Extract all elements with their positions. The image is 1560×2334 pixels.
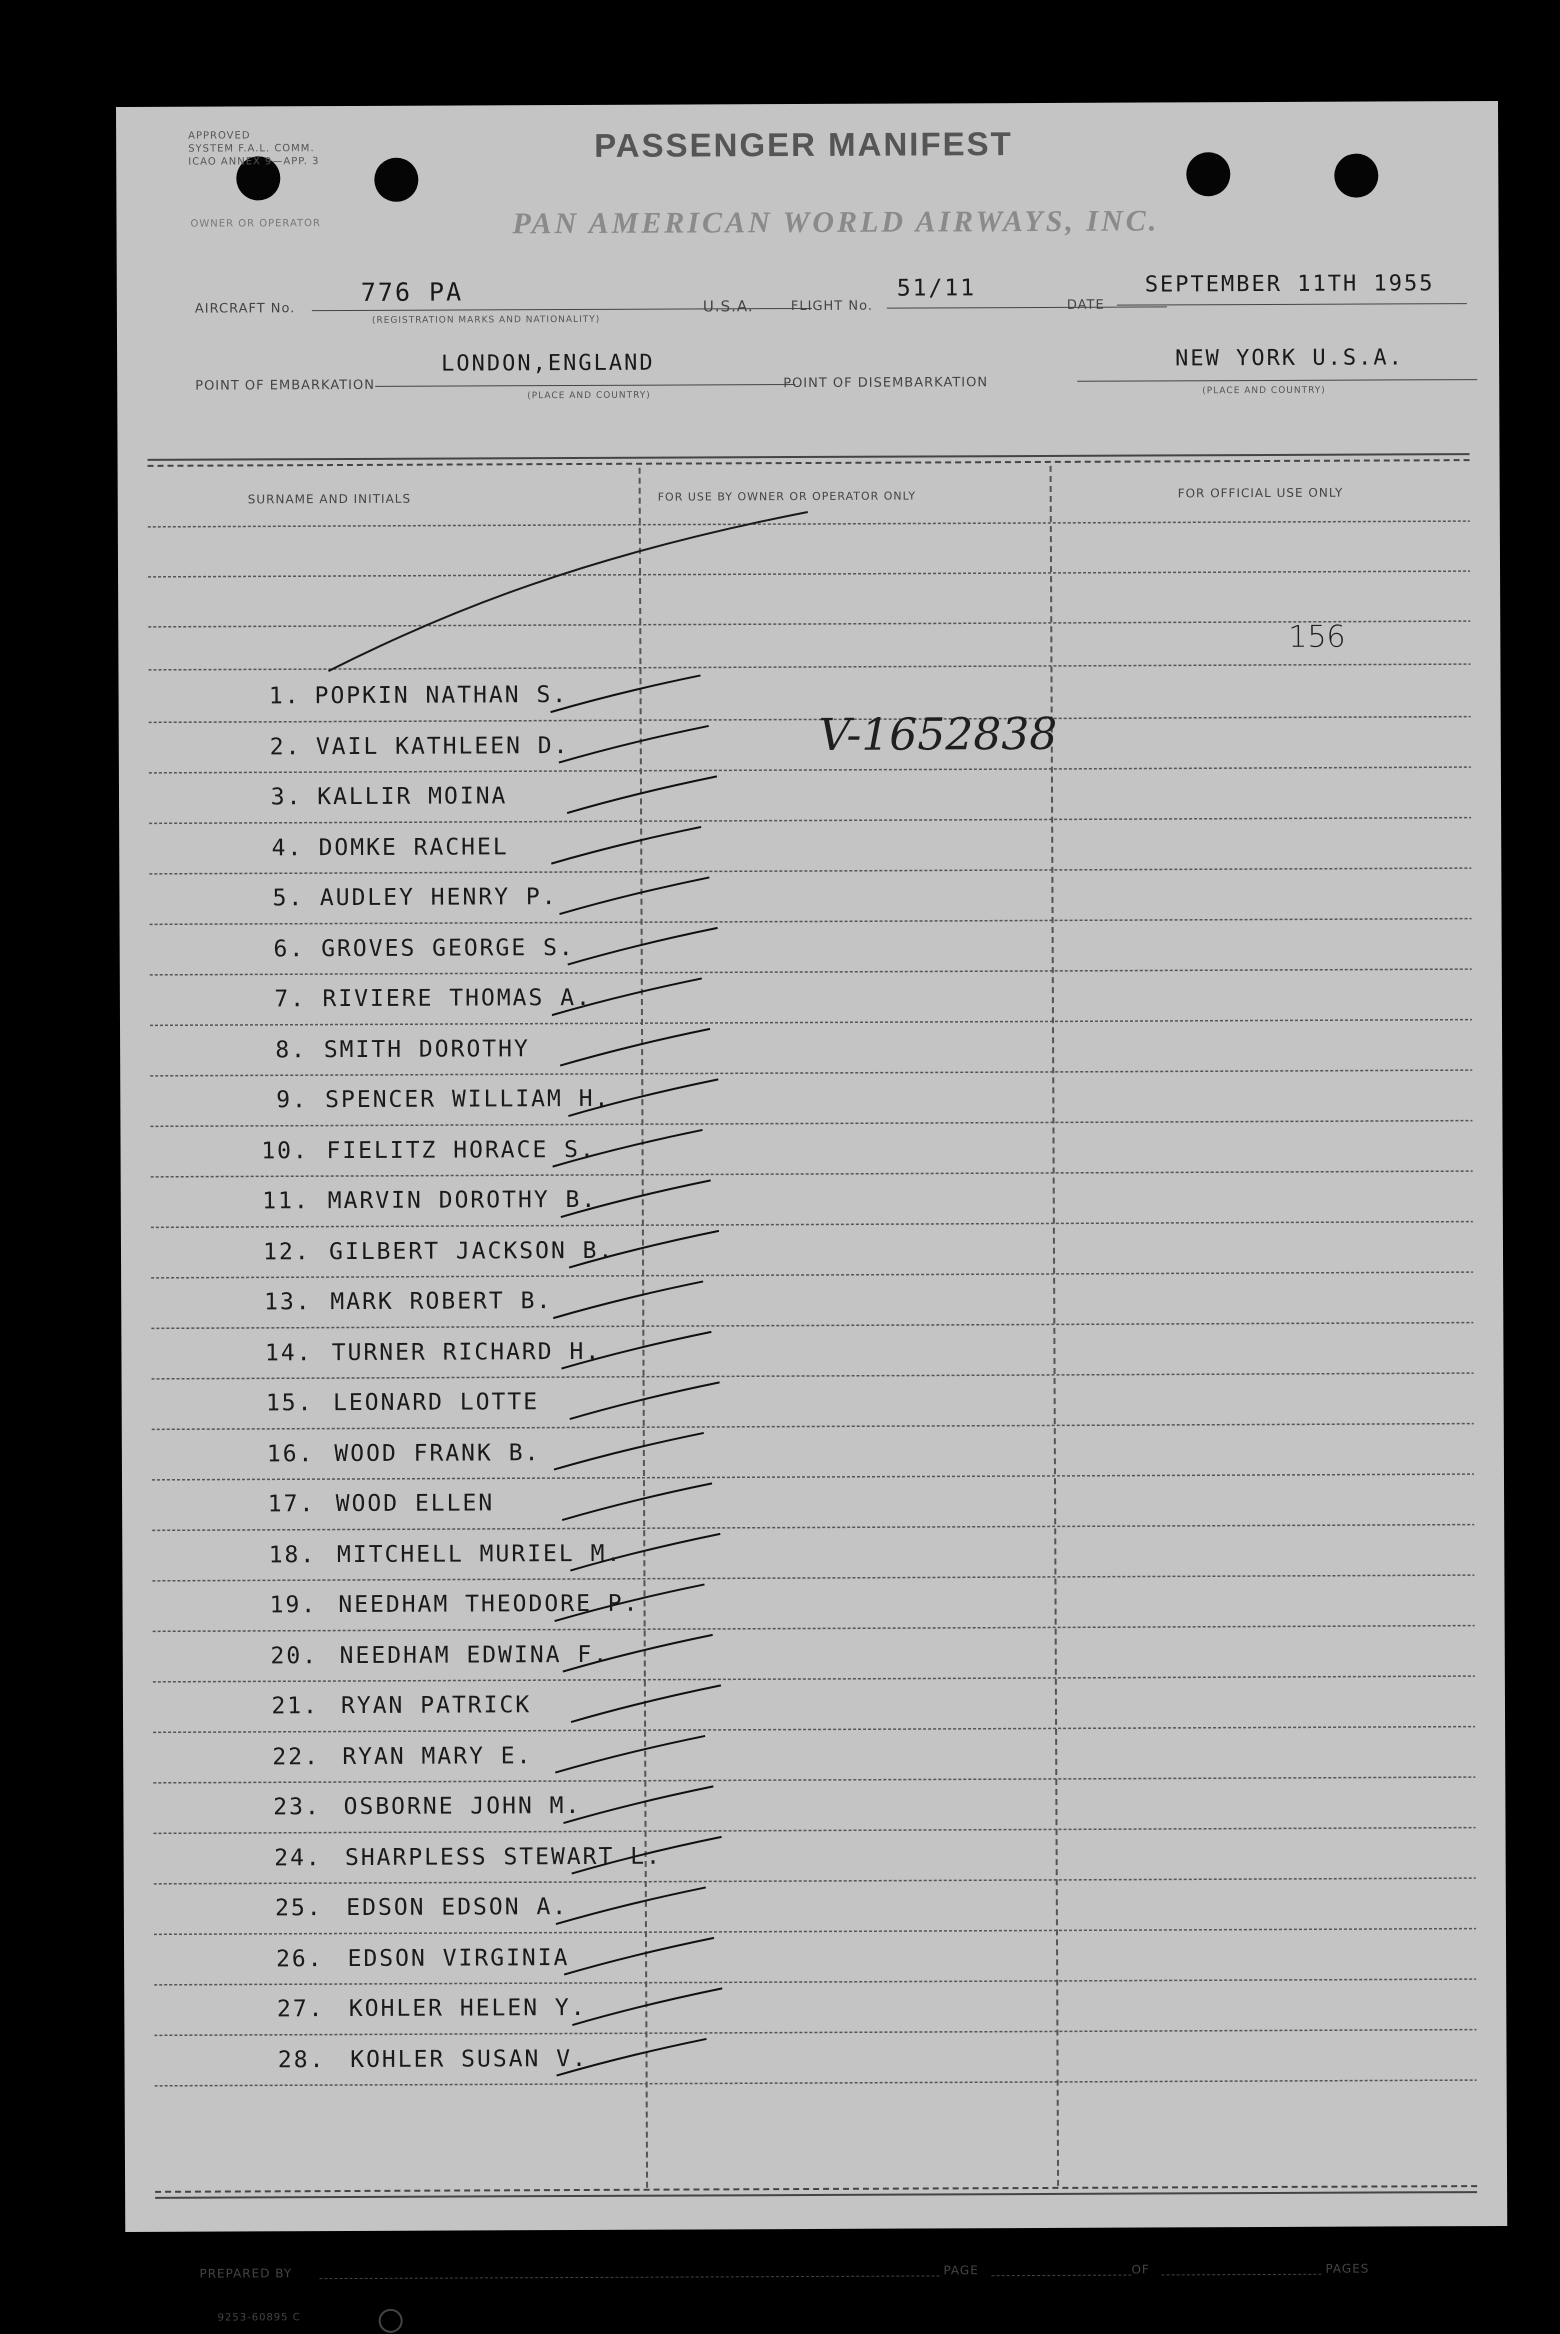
- approval-line: SYSTEM F.A.L. COMM.: [188, 143, 315, 155]
- passenger-row: [122, 1474, 1504, 1530]
- passenger-name: MARK ROBERT B.: [330, 1288, 553, 1316]
- form-number: 9253-60895 C: [217, 2312, 301, 2324]
- passenger-number: 2.: [269, 733, 302, 760]
- passenger-name: POPKIN NATHAN S.: [314, 682, 569, 710]
- passenger-row: [123, 1625, 1505, 1681]
- passenger-name: EDSON EDSON A.: [346, 1894, 569, 1922]
- passenger-name: MITCHELL MURIEL M.: [336, 1540, 623, 1568]
- passenger-number: 15.: [265, 1390, 314, 1417]
- passenger-name: SPENCER WILLIAM H.: [325, 1085, 611, 1114]
- passenger-name: MARVIN DOROTHY B.: [327, 1186, 598, 1215]
- passenger-number: 25.: [275, 1895, 323, 1922]
- passenger-row: [124, 1878, 1506, 1934]
- passenger-row: [123, 1676, 1505, 1732]
- passenger-name: GROVES GEORGE S.: [321, 934, 575, 962]
- manifest-sheet: [116, 101, 1507, 2324]
- passenger-row: [119, 817, 1501, 873]
- passenger-number: 26.: [275, 1945, 324, 1972]
- passenger-row: [122, 1423, 1504, 1479]
- prepared-by-label: PREPARED BY: [199, 2266, 293, 2281]
- passenger-number: 16.: [266, 1440, 315, 1467]
- passenger-name: EDSON VIRGINIA: [347, 1944, 570, 1972]
- disembarkation-value: NEW YORK U.S.A.: [1175, 345, 1404, 372]
- passenger-row: [119, 716, 1501, 772]
- passenger-row: [120, 918, 1502, 974]
- passenger-name: KALLIR MOINA: [317, 783, 508, 811]
- passenger-number: 18.: [268, 1541, 317, 1568]
- page-line: [991, 2275, 1131, 2277]
- official-note: 156: [1288, 619, 1346, 655]
- passenger-row: [119, 868, 1501, 924]
- passenger-name: OSBORNE JOHN M.: [343, 1792, 582, 1821]
- passenger-number: 5.: [272, 885, 305, 912]
- passenger-row: [118, 666, 1500, 722]
- flight-label: FLIGHT No.: [790, 298, 873, 315]
- handwritten-note: V-1652838: [818, 708, 1058, 761]
- column-header-operator: FOR USE BY OWNER OR OPERATOR ONLY: [657, 489, 917, 504]
- passenger-name: NEEDHAM THEODORE P.: [338, 1590, 640, 1619]
- disembarkation-label: POINT OF DISEMBARKATION: [783, 375, 989, 392]
- passenger-name: DOMKE RACHEL: [318, 833, 509, 861]
- passenger-row: [122, 1373, 1504, 1429]
- passenger-row: [119, 767, 1501, 823]
- passenger-row: [122, 1575, 1504, 1631]
- flight-value: 51/11: [896, 275, 977, 302]
- passenger-name: WOOD FRANK B.: [334, 1439, 541, 1467]
- passenger-number: 21.: [271, 1693, 320, 1720]
- page-title: PASSENGER MANIFEST: [594, 125, 1013, 164]
- prepared-by-line: [319, 2275, 939, 2279]
- passenger-row: [120, 1070, 1502, 1126]
- passenger-row: [121, 1221, 1503, 1277]
- cancel-stroke: [328, 512, 809, 671]
- passenger-name: RYAN MARY E.: [342, 1742, 533, 1770]
- row-rule: [148, 571, 1470, 577]
- passenger-name: VAIL KATHLEEN D.: [315, 732, 570, 760]
- passenger-number: 14.: [264, 1339, 313, 1366]
- passenger-number: 7.: [274, 986, 307, 1013]
- passenger-name: NEEDHAM EDWINA F.: [339, 1641, 610, 1669]
- passenger-row: [124, 1827, 1506, 1883]
- passenger-row: [124, 1979, 1506, 2035]
- column-header-official: FOR OFFICIAL USE ONLY: [1177, 485, 1344, 501]
- passenger-row: [120, 969, 1502, 1025]
- embarkation-label: POINT OF EMBARKATION: [195, 377, 375, 394]
- passenger-name: SHARPLESS STEWART L.: [344, 1843, 662, 1871]
- aircraft-label: AIRCRAFT No.: [194, 301, 296, 317]
- approval-line: ICAO ANNEX 9—APP. 3: [188, 156, 320, 168]
- passenger-name: RYAN PATRICK: [340, 1692, 532, 1720]
- of-label: OF: [1131, 2262, 1150, 2277]
- passenger-number: 8.: [275, 1036, 308, 1063]
- passenger-number: 12.: [263, 1238, 311, 1265]
- passenger-name: SMITH DOROTHY: [323, 1035, 530, 1063]
- passenger-number: 27.: [276, 1996, 325, 2023]
- passenger-number: 19.: [269, 1592, 318, 1619]
- passenger-name: KOHLER HELEN Y.: [348, 1994, 587, 2023]
- passenger-row: [124, 1928, 1506, 1984]
- passenger-number: 9.: [276, 1087, 308, 1114]
- usa-label: U.S.A.: [702, 297, 754, 316]
- row-rule: [148, 621, 1470, 627]
- passenger-row: [120, 1019, 1502, 1075]
- pages-label: PAGES: [1325, 2261, 1370, 2276]
- passenger-row: [121, 1322, 1503, 1378]
- date-value: SEPTEMBER 11TH 1955: [1144, 271, 1435, 298]
- approval-line: APPROVED: [188, 130, 251, 142]
- passenger-number: 17.: [267, 1491, 316, 1518]
- passenger-number: 24.: [274, 1844, 322, 1871]
- passenger-row: [121, 1272, 1503, 1328]
- passenger-number: 3.: [270, 784, 303, 811]
- passenger-row: [123, 1726, 1505, 1782]
- passenger-row: [122, 1524, 1504, 1580]
- row-rule: [148, 521, 1470, 527]
- passenger-name: FIELITZ HORACE S.: [326, 1136, 596, 1164]
- passenger-number: 20.: [270, 1642, 319, 1669]
- passenger-number: 4.: [271, 834, 304, 861]
- passenger-number: 13.: [264, 1289, 312, 1316]
- passenger-name: AUDLEY HENRY P.: [319, 884, 558, 912]
- passenger-number: 22.: [272, 1743, 320, 1770]
- passenger-number: 10.: [261, 1137, 309, 1164]
- date-label: DATE: [1066, 297, 1105, 313]
- passenger-row: [123, 1777, 1505, 1833]
- passenger-number: 28.: [277, 2046, 326, 2073]
- disembarkation-caption: (PLACE AND COUNTRY): [1202, 385, 1326, 397]
- page-label: PAGE: [943, 2263, 979, 2278]
- passenger-name: GILBERT JACKSON B.: [329, 1237, 615, 1265]
- union-label-icon: [379, 2309, 403, 2333]
- aircraft-value: 776 PA: [360, 277, 464, 307]
- column-header-surname: SURNAME AND INITIALS: [247, 491, 412, 507]
- passenger-name: RIVIERE THOMAS A.: [322, 984, 592, 1013]
- aircraft-caption: (REGISTRATION MARKS AND NATIONALITY): [371, 314, 601, 326]
- passenger-name: LEONARD LOTTE: [332, 1389, 540, 1417]
- passenger-row: [121, 1171, 1503, 1227]
- passenger-number: 6.: [273, 935, 306, 962]
- passenger-name: KOHLER SUSAN V.: [350, 2045, 588, 2073]
- passenger-number: 1.: [268, 683, 301, 710]
- passenger-row: [120, 1120, 1502, 1176]
- embarkation-caption: (PLACE AND COUNTRY): [527, 390, 651, 402]
- passenger-number: 11.: [262, 1188, 310, 1215]
- passenger-name: WOOD ELLEN: [335, 1490, 495, 1518]
- passenger-row: [124, 2029, 1506, 2085]
- passenger-name: TURNER RICHARD H.: [331, 1338, 602, 1366]
- passenger-number: 23.: [273, 1794, 321, 1821]
- owner-label: OWNER OR OPERATOR: [190, 218, 321, 230]
- airline-name: PAN AMERICAN WORLD AIRWAYS, INC.: [512, 204, 1160, 241]
- of-line: [1161, 2274, 1321, 2276]
- embarkation-value: LONDON,ENGLAND: [441, 350, 655, 377]
